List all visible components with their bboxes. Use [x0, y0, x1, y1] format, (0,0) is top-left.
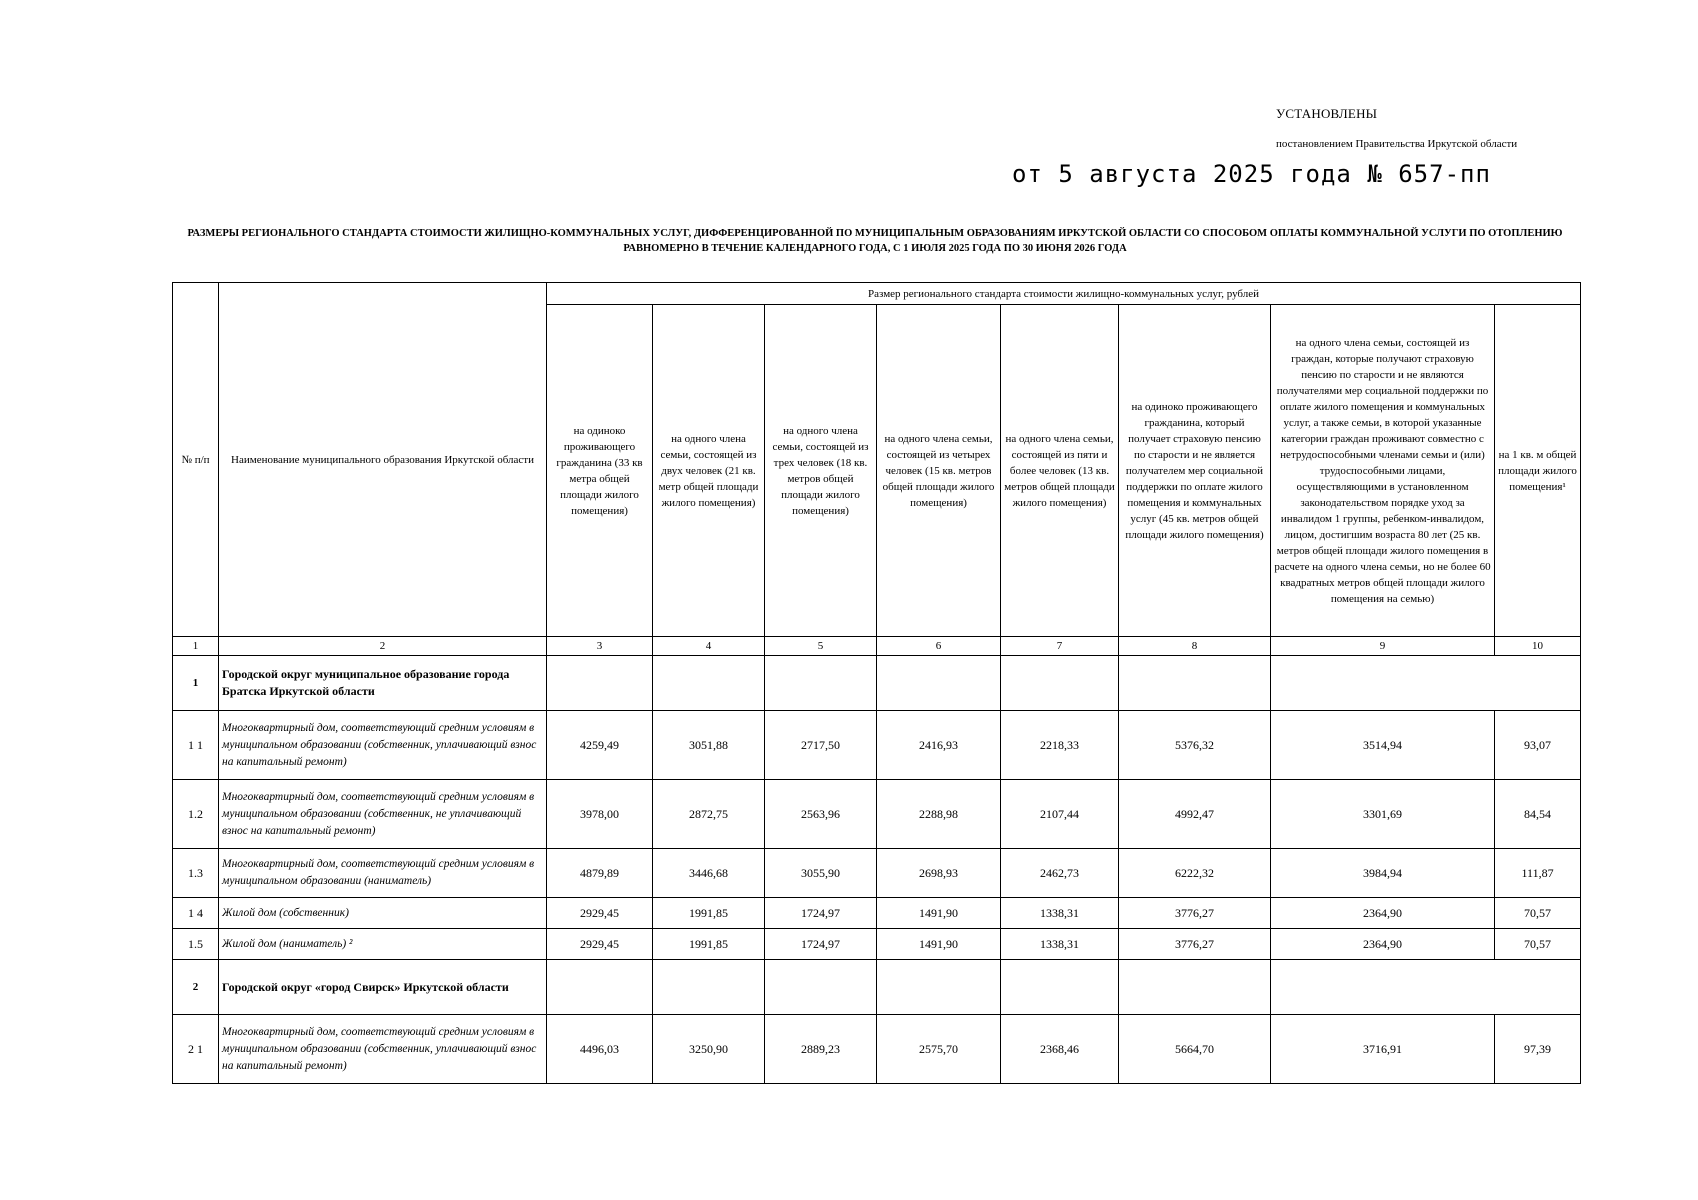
cell-value: 3716,91	[1271, 1015, 1495, 1084]
table-row	[173, 711, 1581, 780]
approved-by-label: постановлением Правительства Иркутской области	[1276, 138, 1518, 150]
col-number: 7	[1001, 637, 1119, 656]
cell-value: 2364,90	[1271, 898, 1495, 929]
col-number: 4	[653, 637, 765, 656]
table-row	[173, 849, 1581, 898]
row-name: Жилой дом (наниматель) ²	[219, 929, 547, 960]
col-header-name: Наименование муниципального образования Иркутской области	[219, 283, 547, 637]
document-title: РАЗМЕРЫ РЕГИОНАЛЬНОГО СТАНДАРТА СТОИМОСТИ ЖИЛИЩНО-КОММУНАЛЬНЫХ УСЛУГ, ДИФФЕРЕНЦИРОВАННОЙ ПО МУНИЦИПАЛЬНЫМ ОБРАЗОВАНИЯМ ИРКУТСКОЙ ОБЛАСТИ СО СПОСОБОМ ОПЛАТЫ КОММУНАЛЬНОЙ УСЛУГИ ПО ОТОПЛЕНИЮ РАВНОМЕРНО В ТЕЧЕНИЕ КАЛЕНДАРНОГО ГОДА, С 1 ИЮЛЯ 2025 ГОДА ПО 30 ИЮНЯ 2026 ГОДА	[187, 228, 1563, 254]
group-name: Городской округ «город Свирск» Иркутской области	[219, 960, 547, 1015]
cell-value: 4992,47	[1119, 780, 1271, 849]
cell-value: 97,39	[1495, 1015, 1581, 1084]
cell-value: 1491,90	[877, 898, 1001, 929]
cell-value: 70,57	[1495, 898, 1581, 929]
cell-value: 3984,94	[1271, 849, 1495, 898]
col-number: 5	[765, 637, 877, 656]
table-row	[173, 780, 1581, 849]
cell-value: 5376,32	[1119, 711, 1271, 780]
group-number: 2	[173, 960, 219, 1015]
cell-value: 3051,88	[653, 711, 765, 780]
cell-value: 2218,33	[1001, 711, 1119, 780]
cell-value: 2364,90	[1271, 929, 1495, 960]
cell-value: 2107,44	[1001, 780, 1119, 849]
cell-value: 4259,49	[547, 711, 653, 780]
cell-value: 2929,45	[547, 898, 653, 929]
row-name: Многоквартирный дом, соответствующий средним условиям в муниципальном образовании (наниматель)	[219, 849, 547, 898]
cell-value: 84,54	[1495, 780, 1581, 849]
approved-label: УСТАНОВЛЕНЫ	[1276, 106, 1378, 121]
cell-value: 2575,70	[877, 1015, 1001, 1084]
col-header-4: на одного члена семьи, состоящей из двух человек (21 кв. метр общей площади жилого помещения)	[653, 305, 765, 637]
col-number: 2	[219, 637, 547, 656]
cell-value: 3446,68	[653, 849, 765, 898]
cell-value: 70,57	[1495, 929, 1581, 960]
cell-value: 1991,85	[653, 898, 765, 929]
col-number: 3	[547, 637, 653, 656]
col-header-group: Размер регионального стандарта стоимости жилищно-коммунальных услуг, рублей	[547, 283, 1581, 305]
col-header-6: на одного члена семьи, состоящей из четырех человек (15 кв. метров общей площади жилого помещения)	[877, 305, 1001, 637]
col-number: 8	[1119, 637, 1271, 656]
cell-value: 3776,27	[1119, 898, 1271, 929]
row-name: Многоквартирный дом, соответствующий средним условиям в муниципальном образовании (собственник, не уплачивающий взнос на капитальный ремонт)	[219, 780, 547, 849]
table-row	[173, 898, 1581, 929]
cell-value: 2288,98	[877, 780, 1001, 849]
cell-value: 2717,50	[765, 711, 877, 780]
cell-value: 2872,75	[653, 780, 765, 849]
cell-value: 4496,03	[547, 1015, 653, 1084]
row-number: 1 4	[173, 898, 219, 929]
cell-value: 3978,00	[547, 780, 653, 849]
cell-value: 1991,85	[653, 929, 765, 960]
row-number: 1.2	[173, 780, 219, 849]
group-row	[173, 960, 1581, 1015]
row-number: 1 1	[173, 711, 219, 780]
row-name: Жилой дом (собственник)	[219, 898, 547, 929]
col-header-8: на одиноко проживающего гражданина, который получает страховую пенсию по старости и не является получателем мер социальной поддержки по оплате жилого помещения и коммунальных услуг (45 кв. метров общей площади жилого помещения)	[1119, 305, 1271, 637]
col-number: 6	[877, 637, 1001, 656]
cell-value: 1491,90	[877, 929, 1001, 960]
cell-value: 6222,32	[1119, 849, 1271, 898]
standards-table	[172, 282, 1581, 1084]
group-name: Городской округ муниципальное образование города Братска Иркутской области	[219, 656, 547, 711]
group-number: 1	[173, 656, 219, 711]
col-header-9: на одного члена семьи, состоящей из граждан, которые получают страховую пенсию по старости и не являются получателями мер социальной поддержки по оплате жилого помещения и коммунальных услуг, а также семьи, в которой указанные категории граждан проживают совместно с нетрудоспособными членами семьи и (или) трудоспособными лицами, осуществляющими в установленном законодательством порядке уход за инвалидом 1 группы, ребенком-инвалидом, лицом, достигшим возраста 80 лет (25 кв. метров общей площади жилого помещения в расчете на одного члена семьи, но не более 60 квадратных метров общей площади жилого помещения на семью)	[1271, 305, 1495, 637]
cell-value: 3514,94	[1271, 711, 1495, 780]
cell-value: 1724,97	[765, 898, 877, 929]
cell-value: 1724,97	[765, 929, 877, 960]
col-header-3: на одиноко проживающего гражданина (33 кв метра общей площади жилого помещения)	[547, 305, 653, 637]
cell-value: 2368,46	[1001, 1015, 1119, 1084]
cell-value: 2929,45	[547, 929, 653, 960]
cell-value: 4879,89	[547, 849, 653, 898]
cell-value: 2889,23	[765, 1015, 877, 1084]
row-number: 1.5	[173, 929, 219, 960]
cell-value: 3301,69	[1271, 780, 1495, 849]
cell-value: 1338,31	[1001, 929, 1119, 960]
cell-value: 2416,93	[877, 711, 1001, 780]
col-header-no: № п/п	[173, 283, 219, 637]
col-number: 10	[1495, 637, 1581, 656]
col-number: 1	[173, 637, 219, 656]
cell-value: 3250,90	[653, 1015, 765, 1084]
col-header-10: на 1 кв. м общей площади жилого помещения¹	[1495, 305, 1581, 637]
cell-value: 2462,73	[1001, 849, 1119, 898]
cell-value: 1338,31	[1001, 898, 1119, 929]
decree-date: от 5 августа 2025 года № 657-пп	[1012, 160, 1491, 188]
group-row	[173, 656, 1581, 711]
cell-value: 2698,93	[877, 849, 1001, 898]
cell-value: 111,87	[1495, 849, 1581, 898]
cell-value: 3055,90	[765, 849, 877, 898]
row-number: 1.3	[173, 849, 219, 898]
cell-value: 2563,96	[765, 780, 877, 849]
col-header-7: на одного члена семьи, состоящей из пяти и более человек (13 кв. метров общей площади жилого помещения)	[1001, 305, 1119, 637]
table-row	[173, 1015, 1581, 1084]
cell-value: 93,07	[1495, 711, 1581, 780]
row-name: Многоквартирный дом, соответствующий средним условиям в муниципальном образовании (собственник, уплачивающий взнос на капитальный ремонт)	[219, 1015, 547, 1084]
col-header-5: на одного члена семьи, состоящей из трех человек (18 кв. метров общей площади жилого помещения)	[765, 305, 877, 637]
row-number: 2 1	[173, 1015, 219, 1084]
cell-value: 3776,27	[1119, 929, 1271, 960]
row-name: Многоквартирный дом, соответствующий средним условиям в муниципальном образовании (собственник, уплачивающий взнос на капитальный ремонт)	[219, 711, 547, 780]
col-number: 9	[1271, 637, 1495, 656]
table-row	[173, 929, 1581, 960]
cell-value: 5664,70	[1119, 1015, 1271, 1084]
